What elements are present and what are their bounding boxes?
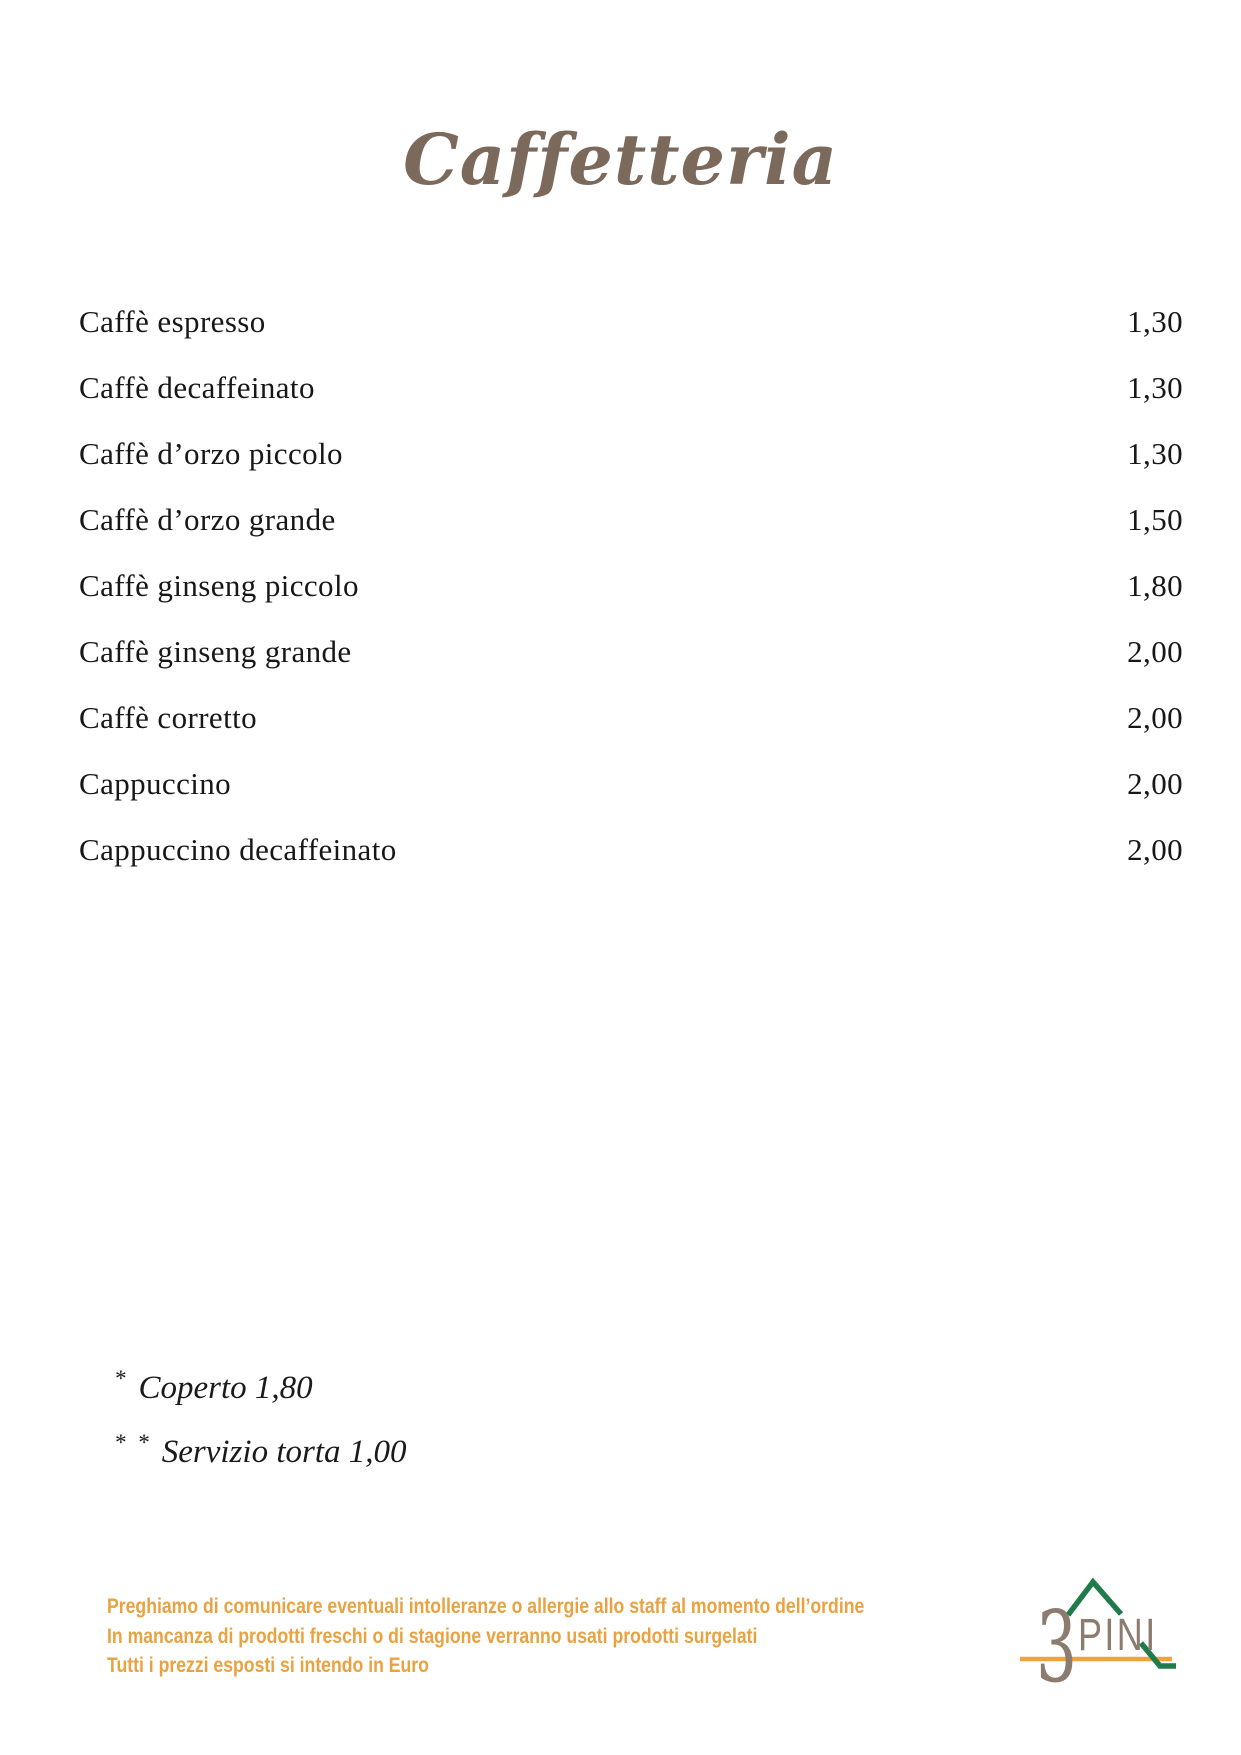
menu-item-row bbox=[79, 553, 1183, 619]
footnotes bbox=[114, 1356, 407, 1484]
menu-item-name: Caffè decaffeinato bbox=[79, 370, 315, 405]
footer-line-frozen: In mancanza di prodotti freschi o di stagione verranno usati prodotti surgelati bbox=[107, 1623, 758, 1648]
menu-item-row bbox=[79, 619, 1183, 685]
menu-item-price: 2,00 bbox=[1127, 766, 1183, 801]
menu-item-row bbox=[79, 685, 1183, 751]
menu-item-row bbox=[79, 487, 1183, 553]
logo-number: 3 bbox=[1036, 1590, 1078, 1705]
menu-item-name: Cappuccino bbox=[79, 766, 232, 801]
menu-item-name: Caffè corretto bbox=[79, 700, 258, 735]
menu-item-price: 1,80 bbox=[1127, 568, 1183, 603]
menu-item-name: Cappuccino decaffeinato bbox=[79, 832, 397, 867]
menu-item-price: 1,30 bbox=[1127, 304, 1183, 339]
footnote-text: Coperto 1,80 bbox=[138, 1369, 313, 1406]
footer-line-euro: Tutti i prezzi esposti si intendo in Euro bbox=[107, 1653, 429, 1677]
logo-3pini-graphic bbox=[1012, 1568, 1177, 1708]
menu-item-price: 2,00 bbox=[1127, 634, 1183, 669]
menu-item-name: Caffè d’orzo grande bbox=[79, 502, 336, 537]
footnote-servizio-torta bbox=[114, 1420, 407, 1484]
menu-item-row bbox=[79, 751, 1183, 817]
menu-item-name: Caffè d’orzo piccolo bbox=[79, 436, 343, 471]
page-title: Caffetteria bbox=[403, 118, 838, 201]
footer-disclaimers bbox=[107, 1592, 864, 1681]
menu-item-price: 1,30 bbox=[1127, 436, 1183, 471]
menu-item-price: 2,00 bbox=[1127, 832, 1183, 867]
footnote-coperto bbox=[114, 1356, 407, 1420]
menu-list bbox=[79, 289, 1183, 883]
footnote-marker: * bbox=[114, 1366, 129, 1391]
menu-item-row bbox=[79, 289, 1183, 355]
logo-3pini bbox=[1012, 1568, 1177, 1708]
menu-item-name: Caffè ginseng piccolo bbox=[79, 568, 359, 603]
menu-item-row bbox=[79, 355, 1183, 421]
menu-item-row bbox=[79, 421, 1183, 487]
menu-item-price: 2,00 bbox=[1127, 700, 1183, 735]
menu-item-name: Caffè espresso bbox=[79, 304, 266, 339]
footnote-marker: * * bbox=[114, 1430, 152, 1455]
footer-line-allergens: Preghiamo di comunicare eventuali intolleranze o allergie allo staff al momento dell’ordine bbox=[107, 1594, 865, 1618]
menu-item-name: Caffè ginseng grande bbox=[79, 634, 352, 669]
menu-item-row bbox=[79, 817, 1183, 883]
footnote-text: Servizio torta 1,00 bbox=[161, 1433, 407, 1470]
logo-wordmark: PINI bbox=[1078, 1609, 1158, 1660]
menu-item-price: 1,50 bbox=[1127, 502, 1183, 537]
menu-item-price: 1,30 bbox=[1127, 370, 1183, 405]
